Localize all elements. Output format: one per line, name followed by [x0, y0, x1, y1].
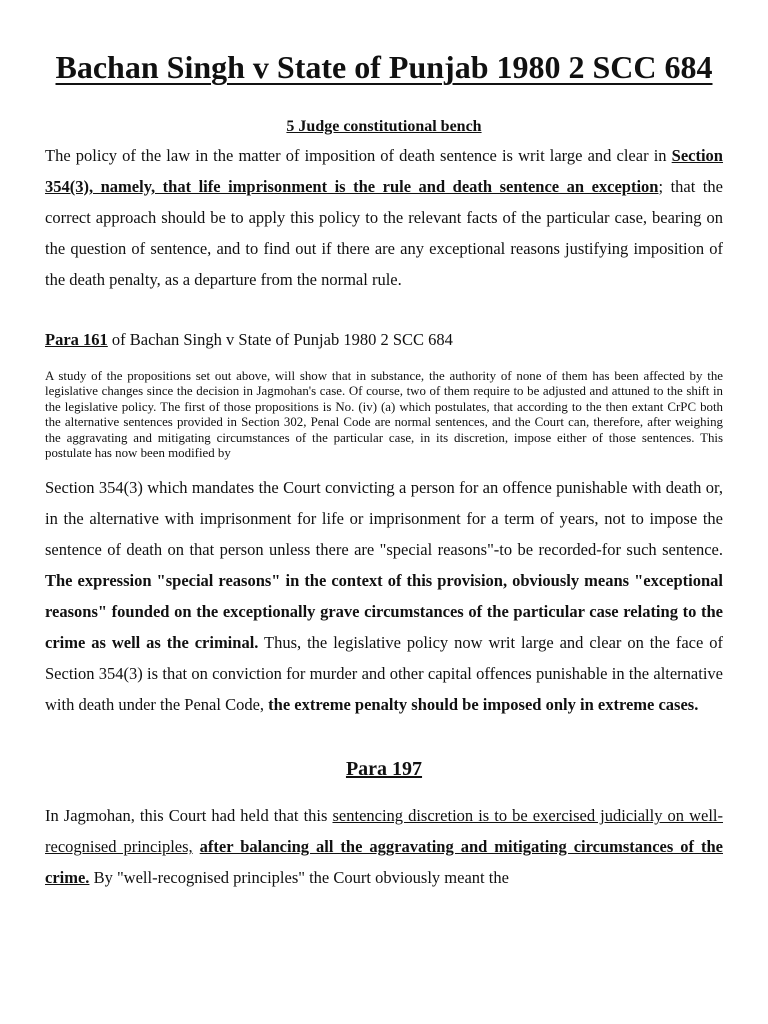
document-title: Bachan Singh v State of Punjab 1980 2 SCC 684 [55, 49, 713, 85]
intro-text-2: that the correct approach should be to apply this policy to the relevant facts of the particular case, bearing on the question of sentence, and to find out if there are any exceptional reasons justifying imposition of the death penalty, as a departure from the normal rule. [45, 177, 724, 289]
section-354-paragraph [45, 461, 723, 720]
section-354-bold-1: The expression "special reasons" in the context of this provision, obviously means "exceptional reasons" founded on the exceptionally grave circumstances of the particular case relating to the crime as well as the criminal. [45, 571, 723, 653]
para-197-bold-underlined: after balancing all the aggravating and mitigating circumstances of the crime. [45, 837, 723, 888]
para-197-heading: Para 197 [345, 758, 423, 781]
para-161-quote: A study of the propositions set out above, will show that in substance, the authority of none of them has been affected by the legislative changes since the decision in Jagmohan's case. Of course, two of them require to be adjusted and attuned to the shift in the legislative policy. The first of those propositions is No. (iv) (a) which postulates, that according to the then extant CrPC both the alternative sentences provided in Section 302, Penal Code are normal sentences, and the Court can, therefore, after weighing the aggravating and mitigating circumstances of the particular case, in its discretion, impose either of those sentences. This postulate has now been modified by [45, 369, 723, 461]
para-161-heading [45, 295, 723, 351]
section-354-bold-2: the extreme penalty should be imposed only in extreme cases. [268, 695, 699, 715]
intro-section-354-highlight: Section 354(3), namely, that life imprisonment is the rule and death sentence an exception [45, 146, 723, 196]
para-197-text-2: By "well-recognised principles" the Court obviously meant the [89, 868, 509, 888]
subtitle: 5 Judge constitutional bench [286, 118, 482, 135]
intro-text-1: The policy of the law in the matter of imposition of death sentence is writ large and clear in [45, 146, 667, 165]
para-197-paragraph [45, 782, 723, 893]
para-161-label: Para 161 [45, 330, 108, 349]
para-197-text-1: In Jagmohan, this Court had held that this [45, 806, 333, 826]
intro-paragraph [45, 137, 723, 295]
para-197-underlined: sentencing discretion is to be exercised judicially on well-recognised principles, [45, 806, 723, 857]
section-354-text-1: Section 354(3) which mandates the Court convicting a person for an offence punishable with death or, in the alternative with imprisonment for life or imprisonment for a term of years, not to impose the sentence of death on that person unless there are "special reasons"-to be recorded-for such sentence. [45, 478, 723, 560]
para-197-space [193, 837, 200, 856]
section-354-text-2: Thus, the legislative policy now writ large and clear on the face of Section 354(3) is that on conviction for murder and other capital offences punishable in the alternative with death under the Penal Code, [45, 633, 723, 715]
intro-semicolon: ; [658, 177, 664, 196]
para-161-citation: of Bachan Singh v State of Punjab 1980 2 SCC 684 [107, 330, 453, 349]
